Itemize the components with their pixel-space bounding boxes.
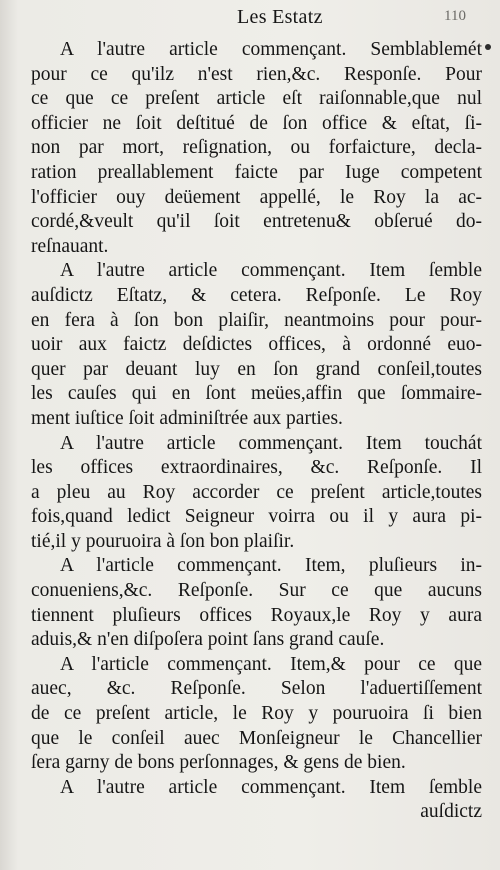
text-line: auec, &c. Reſponſe. Selon l'aduertiſſement: [31, 678, 482, 700]
text-line: de ce preſent article, le Roy y pouruoira ſi bien: [31, 703, 482, 725]
text-line: conueniens,&c. Reſponſe. Sur ce que aucuns: [31, 580, 482, 602]
page-number: 110: [444, 8, 466, 24]
text-line: aduis,& n'en diſpoſera point ſans grand cauſe.: [31, 629, 385, 651]
text-line: les cauſes qui en ſont meües,affin que ſommaire-: [31, 383, 482, 405]
ink-mark: [485, 44, 491, 50]
body-text: [31, 38, 482, 825]
text-line: tié,il y pouruoira à ſon bon plaiſir.: [31, 530, 295, 552]
text-line: A l'autre article commençant. Semblablemét: [60, 39, 482, 60]
text-line: reſnauant.: [31, 235, 109, 257]
text-line: A l'autre article commençant. Item touchát: [60, 432, 482, 454]
text-line: non par mort, reſignation, ou forfaicture, decla-: [31, 137, 482, 159]
catchword: auſdictz: [420, 801, 482, 823]
text-line: fois,quand ledict Seigneur voirra ou il y aura pi-: [31, 506, 482, 528]
text-line: ſera garny de bons perſonnages, & gens de bien.: [31, 752, 406, 774]
text-line: ment iuſtice ſoit adminiſtrée aux parties.: [31, 407, 343, 429]
running-head: [31, 6, 482, 28]
text-line: A l'autre article commençant. Item ſemble: [60, 776, 482, 798]
text-line: officier ne ſoit deſtitué de ſon office & eſtat, ſi-: [31, 112, 482, 134]
text-line: tiennent pluſieurs offices Royaux,le Roy y aura: [31, 604, 482, 626]
page-title: Les Estatz: [237, 6, 323, 28]
text-line: les offices extraordinaires, &c. Reſponſe. Il: [31, 457, 482, 479]
text-line: A l'autre article commençant. Item ſemble: [60, 260, 482, 282]
text-line: auſdictz Eſtatz, & cetera. Reſponſe. Le Roy: [31, 284, 482, 306]
text-line: A l'article commençant. Item, pluſieurs in-: [60, 555, 482, 577]
text-line: A l'article commençant. Item,& pour ce que: [60, 653, 482, 675]
text-line: l'officier ouy deüement appellé, le Roy la ac-: [31, 186, 482, 208]
text-line: en fera à ſon bon plaiſir, neantmoins pour pour-: [31, 309, 482, 331]
text-line: ration preallablement faicte par Iuge competent: [31, 161, 482, 183]
text-line: que le conſeil auec Monſeigneur le Chancellier: [31, 727, 482, 749]
text-line: cordé,&veult qu'il ſoit entretenu& obſerué do-: [31, 211, 482, 233]
text-line: pour ce qu'ilz n'est rien,&c. Responſe. Pour: [31, 63, 482, 85]
text-line: uoir aux faictz deſdictes offices, à ordonné euo-: [31, 334, 482, 356]
text-line: a pleu au Roy accorder ce preſent article,toutes: [31, 481, 482, 503]
text-line: ce que ce preſent article eſt raiſonnable,que nul: [31, 88, 482, 110]
text-line: quer par deuant luy en ſon grand conſeil,toutes: [31, 358, 482, 380]
